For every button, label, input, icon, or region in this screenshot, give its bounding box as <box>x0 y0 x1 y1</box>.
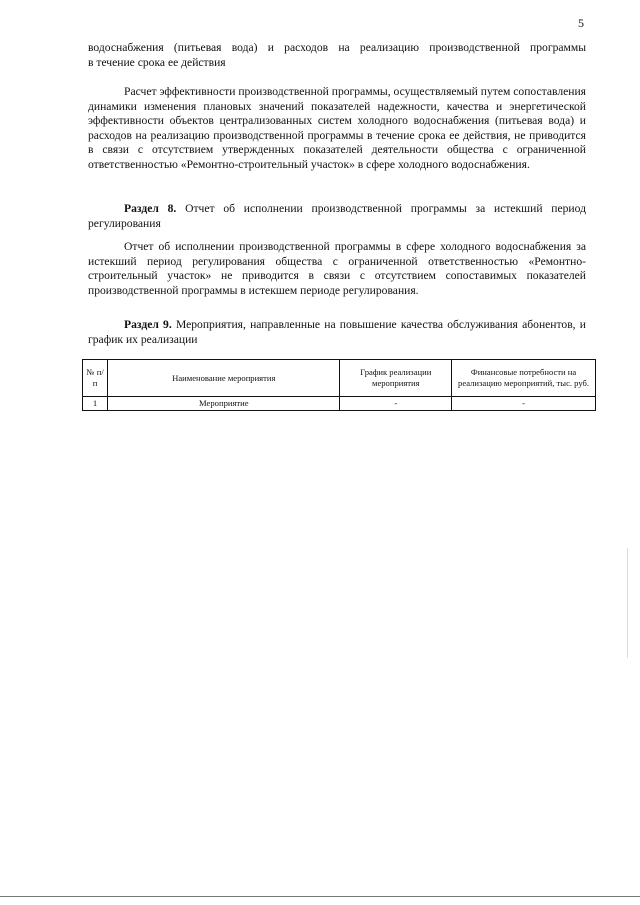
header-name: Наименование мероприятия <box>108 360 340 397</box>
measures-table <box>82 359 596 411</box>
table-row <box>83 397 596 411</box>
section-9-title: Мероприятия, направленные на повышение качества обслуживания абонентов, и график их реализации <box>88 318 586 346</box>
cell-name: Мероприятие <box>108 397 340 411</box>
report-paragraph <box>88 240 586 298</box>
continued-paragraph-line-1: водоснабжения (питьевая вода) и расходов на реализацию производственной программы <box>88 41 586 54</box>
cell-num: 1 <box>83 397 108 411</box>
table-header-row <box>83 360 596 397</box>
section-9-heading <box>88 318 586 347</box>
efficiency-paragraph-text: Расчет эффективности производственной программы, осуществляемый путем сопоставления динамики изменения плановых значений показателей надежности, качества и энергетической эффективности объектов централизованных систем холодного водоснабжения (питьевая вода) и расходов на реализацию производственной программы в течение срока ее действия, не приводится в связи с отсутствием утвержденных показателей деятельности общества с ограниченной ответственностью «Ремонтно-строительный участок» в сфере холодного водоснабжения. <box>88 85 586 171</box>
page-number: 5 <box>578 16 584 30</box>
report-paragraph-text: Отчет об исполнении производственной программы в сфере холодного водоснабжения за истекший период регулирования общества с ограниченной ответственностью «Ремонтно-строительный участок» не приводится в связи с отсутствием сопоставимых показателей производственной программы в истекшем периоде регулирования. <box>88 240 586 297</box>
header-schedule: График реализации мероприятия <box>340 360 452 397</box>
efficiency-paragraph <box>88 85 586 173</box>
header-num: № п/п <box>83 360 108 397</box>
scan-margin-mark <box>627 548 628 658</box>
header-finance: Финансовые потребности на реализацию мероприятий, тыс. руб. <box>452 360 596 397</box>
continued-paragraph-line-2: в течение срока ее действия <box>88 55 226 69</box>
scan-bottom-edge <box>0 896 640 897</box>
cell-schedule: - <box>340 397 452 411</box>
section-8-title: Отчет об исполнении производственной программы за истекший период регулирования <box>88 202 587 230</box>
section-9-label: Раздел 9. <box>124 318 172 331</box>
continued-paragraph <box>88 41 586 70</box>
section-8-heading <box>88 202 586 231</box>
section-8-label: Раздел 8. <box>124 202 177 215</box>
cell-finance: - <box>452 397 596 411</box>
